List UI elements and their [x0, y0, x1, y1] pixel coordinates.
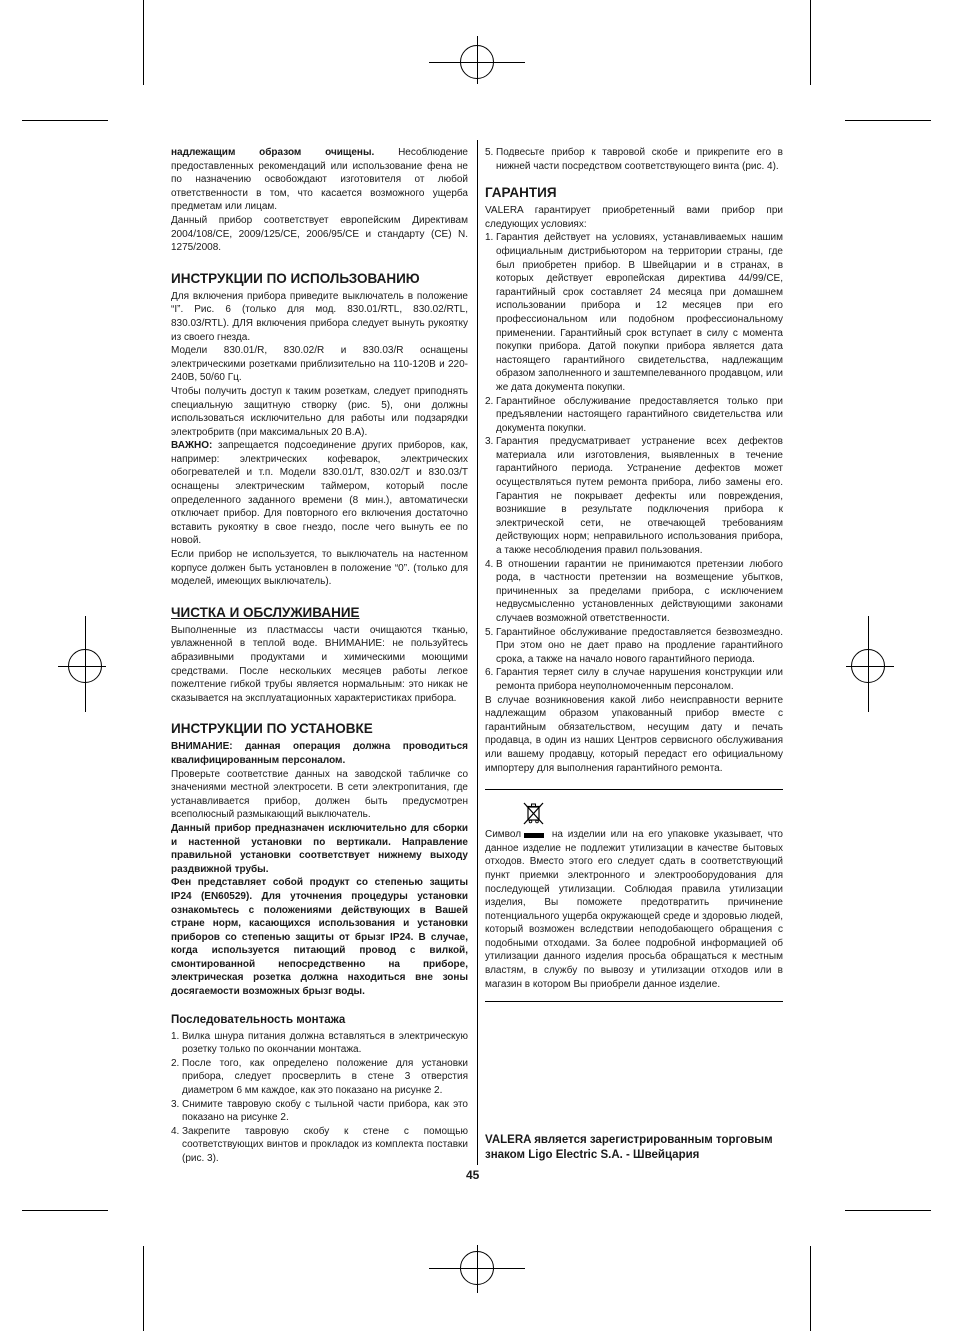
registration-circle-icon — [68, 649, 102, 683]
weee-text: на изделии или на его упаковке указывает, что данное изделие не подлежит утилизации в качестве бытовых отходов. Вместо этого его следует сдать в соответствующий пункт приемки электронного и электрооборудования для последующей утилизации. Соблюдая правила утилизации изделия, Вы поможете предотвратить причинение потенциального ущерба окружающей среде и здоровью людей, который возможен вследствии неподобающего обращения с подобными отходами. За более подробной информацией об утилизации данного изделия просьба обращаться к местным властям, в службу по вывозу и утилизации отходов или в магазин в котором Вы приобрели данное изделие. — [485, 829, 783, 990]
intro-paragraph: надлежащим образом очищены. Несоблюдение предоставленных рекомендаций или использование фена не по назначению освобождают изготовителя от любой ответственности в том, что касается возможного ущерба предметам или лицам. — [171, 147, 468, 213]
list-item: 3. Снимите тавровую скобу с тыльной части прибора, как это показано на рисунке 2. — [171, 1098, 468, 1124]
right-column — [485, 146, 783, 1014]
list-item: 1. Гарантия действует на условиях, устанавливаемых нашим официальным дистрибьютором на территории страны, где был приобретен прибор. В Швейцарии и в странах, в которых действует европейская директива 44/99/CE, гарантийный срок составляет 24 месяца при домашнем использовании прибора и 12 месяцев при его профессиональном или подобном профессиональному применении. Гарантийный срок вступает в силу с момента покупки прибора. Датой покупки прибора является дата настоящего гарантийного свидетельства, надлежащим образом заполненного и заштемпелеванного продавцом, или же дата документа покупки. — [485, 232, 783, 393]
list-item: 2. Гарантийное обслуживание предоставляется только при предъявлении настоящего гарантийного свидетельства или документа покупки. — [485, 395, 783, 434]
warranty-outro: В случае возникновения какой либо неисправности верните надлежащим образом упакованный прибор вместе с гарантийным обязательством, несущим дату и печать продавца, в один из наших Центров сервисного обслуживания или вашему продавцу, который передаст его официальному импортеру для выполнения гарантийного ремонта. — [485, 694, 783, 774]
installation-steps-continued — [485, 146, 783, 173]
list-item: 1. Вилка шнура питания должна вставляться в электрическую розетку только по окончании монтажа. — [171, 1030, 468, 1056]
usage-important-paragraph: ВАЖНО: запрещается подсоединение других приборов, как, например: электрических кофеварок, электрических обогревателей и т.п. Модели 830.01/T, 830.02/T и 830.03/T оснащены электрическим таймером, который после определенного заданного времени (8 мин.), автоматически отключает прибор. Для повторного его включения достаточно вставить рукоятку в свое гнездо, после чего вынуть ее по новой. — [171, 440, 468, 547]
crop-mark — [143, 0, 144, 85]
crop-mark — [22, 1210, 108, 1211]
installation-steps-list — [171, 1030, 468, 1166]
usage-paragraph: Модели 830.01/R, 830.02/R и 830.03/R оснащены электрическими розетками приблизительно на 110-120В и 220-240В, 50/60 Гц. — [171, 345, 468, 384]
list-item: 6. Гарантия теряет силу в случае нарушения конструкции или ремонта прибора неуполномоченным персоналом. — [485, 667, 783, 692]
list-item: 5. Подвесьте прибор к тавровой скобе и прикрепите его в нижней части посредством соответствующего винта (рис. 4). — [485, 147, 783, 172]
install-paragraph: Проверьте соответствие данных на заводской табличке со значениями местной электросети. В сети электропитания, где устанавливается прибор, должен быть предусмотрен всеполюсный размыкающий выключатель. — [171, 768, 468, 821]
crossed-bin-icon — [523, 802, 545, 828]
warranty-conditions-list — [485, 231, 783, 693]
section-rule — [485, 1001, 783, 1002]
usage-paragraph: Чтобы получить доступ к таким розеткам, следует приподнять специальную защитную створку (рис. 5), они должны использоваться исключительно для работы или подзарядки электробритв (при максимальных 20 В.А). — [171, 385, 468, 438]
registration-circle-icon — [851, 649, 885, 683]
install-heading: ИНСТРУКЦИИ ПО УСТАНОВКЕ — [171, 721, 373, 737]
cleaning-paragraph: Выполненные из пластмассы части очищаются тканью, увлажненной в теплой воде. ВНИМАНИЕ: не пользуйтесь абразивными продуктами и химическими моющими средствами. После нескольких месяцев работы легкое пожелтение гибкой трубы является нормальным: это никак не сказывается на эксплуатационных характеристиках прибора. — [171, 624, 468, 704]
list-item: 4. В отношении гарантии не принимаются претензии любого рода, в частности претензии на возмещение убытков, причиненных за пределами прибора, с исключением недвусмысленно установленных действующими законами случаев возможной ответственности. — [485, 558, 783, 624]
usage-paragraph: Для включения прибора приведите выключатель в положение “I”. Рис. 6 (только для мод. 830.01/RTL, 830.02/RTL, 830.03/RTL). ДЛЯ включения прибора следует вынуть рукоятку из своего гнезда. — [171, 290, 468, 343]
trademark-note: VALERA является зарегистрированным торговым знаком Ligo Electric S.A. - Швейцария — [485, 1134, 773, 1161]
crop-mark — [810, 0, 811, 85]
list-item: 3. Гарантия предусматривает устранение всех дефектов материала или изготовления, выявленных в течение гарантийного периода. Устранение дефектов может осуществляться путем ремонта прибора, либо замены его. Гарантия не покрывает дефекты или повреждения, возникшие в результате подключения прибора к электрической сети, не отвечающей требованиям действующих норм; неправильного использования прибора, а также несоблюдения правил пользования. — [485, 436, 783, 557]
list-item: 2. После того, как определено положение для установки прибора, следует просверлить в стене 3 отверстия диаметром 6 мм каждое, как это показано на рисунке 2. — [171, 1057, 468, 1097]
sequence-heading: Последовательность монтажа — [171, 1013, 346, 1026]
usage-heading: ИНСТРУКЦИИ ПО ИСПОЛЬЗОВАНИЮ — [171, 270, 420, 286]
install-paragraph: Фен представляет собой продукт со степенью защиты IP24 (EN60529). Для уточнения процедуры установки ознакомьтесь с положениями действующих в Вашей стране норм, касающихся использования и установки приборов со степенью защиты от брызг IP24. В случае, когда используется питающий провод с вилкой, смонтированной непосредственно на приборе, электрическая розетка должна находиться вне зоны досягаемости возможных брызг воды. — [171, 877, 468, 998]
registration-circle-icon — [460, 45, 494, 79]
install-paragraph: Данный прибор предназначен исключительно для сборки и настенной установки по вертикали. Направление правильной установки соответствует нижнему выходу раздвижной трубы. — [171, 822, 468, 875]
page-number: 45 — [466, 1168, 480, 1182]
directives-paragraph: Данный прибор соответствует европейским Директивам 2004/108/CE, 2009/125/CE, 2006/95/CE и стандарту (CE) N. 1275/2008. — [171, 214, 468, 254]
install-warning: ВНИМАНИЕ: данная операция должна проводиться квалифицированным персоналом. — [171, 741, 468, 766]
crop-mark — [810, 1246, 811, 1331]
warranty-heading: ГАРАНТИЯ — [485, 185, 557, 201]
bin-bar-icon — [524, 833, 544, 838]
warranty-intro: VALERA гарантирует приобретенный вами прибор при следующих условиях: — [485, 205, 783, 230]
section-rule — [485, 789, 783, 790]
crop-mark — [22, 120, 108, 121]
left-column — [171, 146, 468, 1166]
column-divider — [477, 140, 478, 1165]
crop-mark — [845, 120, 931, 121]
crop-mark — [845, 1210, 931, 1211]
usage-paragraph: Если прибор не используется, то выключатель на настенном корпусе должен быть установлен в положение “0”. (только для моделей, имеющих выключатель). — [171, 549, 468, 588]
weee-symbol-word: Символ — [485, 829, 522, 841]
crop-mark — [143, 1246, 144, 1331]
registration-circle-icon — [460, 1251, 494, 1285]
weee-notice — [485, 802, 783, 991]
list-item: 4. Закрепите тавровую скобу к стене с помощью соответствующих винтов и прокладок из комплекта поставки (рис. 3). — [171, 1125, 468, 1164]
list-item: 5. Гарантийное обслуживание предоставляется безвозмездно. При этом оно не дает право на продление гарантийного срока, а также на начало нового гарантийного периода. — [485, 626, 783, 665]
cleaning-heading: ЧИСТКА И ОБСЛУЖИВАНИЕ — [171, 604, 360, 620]
